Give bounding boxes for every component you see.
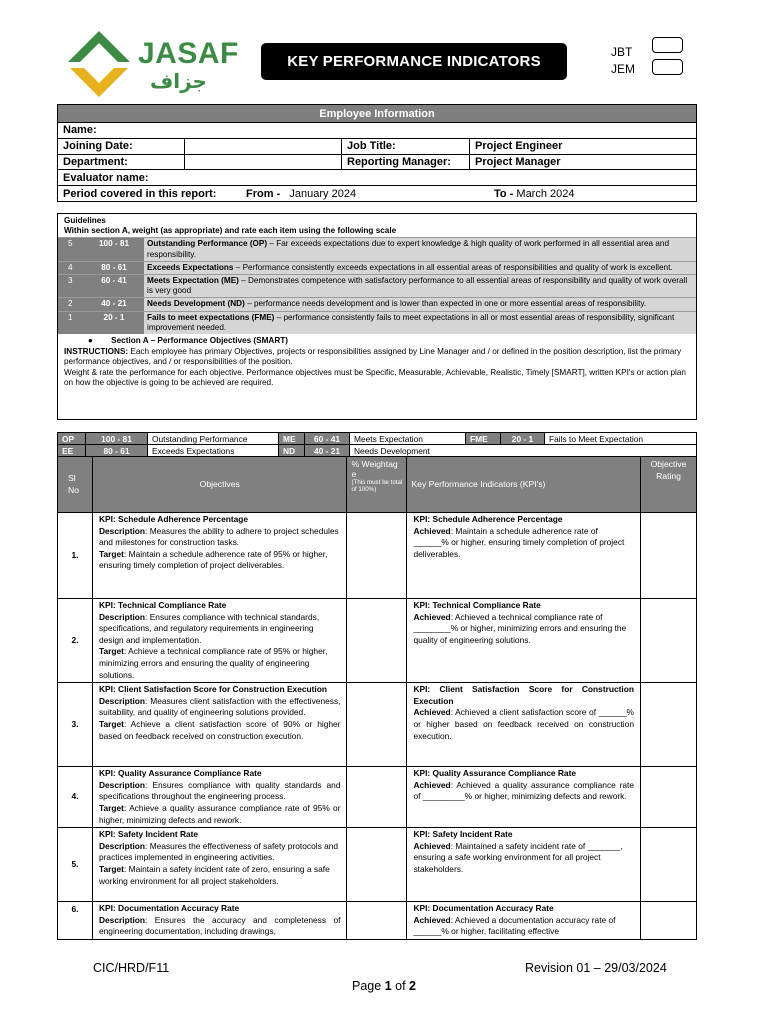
instructions-text: Each employee has primary Objectives, projects or responsibilities assigned by Line Manager and / or defined in the position description, list the primary performance objectives, and / or responsibilities of the position. [64, 347, 682, 367]
section-a-title: Section A – Performance Objectives (SMART) [111, 336, 288, 346]
row-number: 1. [58, 513, 93, 599]
rating-input[interactable] [641, 828, 697, 902]
period-label: Period covered in this report: [63, 187, 217, 200]
name-label: Name: [63, 124, 97, 137]
achieved-label: Achieved [413, 707, 451, 718]
page-prefix: Page [352, 979, 382, 993]
table-row [58, 902, 697, 940]
scale-range: 20 - 1 [84, 311, 144, 334]
to-label: To - [494, 187, 514, 200]
rating-input[interactable] [641, 599, 697, 683]
legend-range: 80 - 61 [86, 445, 148, 457]
scale-row [58, 275, 696, 298]
scale-range: 80 - 61 [84, 261, 144, 274]
header-sl-no: Sl No [58, 457, 93, 513]
scale-row [58, 311, 696, 334]
kpi-description: : Ensures the accuracy and completeness of engineering documentation, including drawings, [98, 914, 341, 937]
kpi-title: KPI: Documentation Accuracy Rate [98, 903, 240, 914]
kpi-title: KPI: Client Satisfaction Score for Construction Execution [413, 684, 634, 706]
job-title-value: Project Engineer [470, 138, 697, 154]
legend-code: ND [279, 445, 305, 457]
kpi-achieved: : Achieved a client satisfaction score of ______% or higher based on feedback received on construction execution. [413, 707, 634, 741]
weightage-input[interactable] [347, 599, 407, 683]
header-kpis: Key Performance Indicators (KPI's) [407, 457, 641, 513]
scale-score: 5 [58, 238, 84, 261]
scale-score: 2 [58, 298, 84, 311]
legend-label: Meets Expectation [350, 433, 466, 445]
kpi-achieved: : Achieved a documentation accuracy rate of ______% or higher, facilitating effective [413, 914, 616, 937]
scale-name: Outstanding Performance (OP) [147, 239, 268, 249]
employee-info-table [57, 104, 697, 202]
scale-row [58, 238, 696, 261]
evaluator-field[interactable] [58, 170, 697, 186]
legend-code: OP [58, 433, 86, 445]
document-title: KEY PERFORMANCE INDICATORS [261, 43, 567, 80]
scale-range: 40 - 21 [84, 298, 144, 311]
weightage-label: % Weightag e [351, 459, 398, 479]
scale-range: 100 - 81 [84, 238, 144, 261]
scale-row [58, 261, 696, 274]
legend-label: Needs Development [350, 445, 697, 457]
achieved-label: Achieved [413, 779, 451, 790]
document-code: CIC/HRD/F11 [93, 961, 170, 975]
target-label: Target [98, 718, 124, 729]
weightage-input[interactable] [347, 513, 407, 599]
scale-desc: – Demonstrates competence with satisfactory performance to all essential areas of responsibility and quality of work overall is very good [147, 276, 688, 296]
bullet-icon: ● [88, 336, 93, 346]
achieved-label: Achieved [413, 525, 451, 536]
guidelines-title: Guidelines [64, 216, 106, 225]
table-row [58, 599, 697, 683]
scale-name: Exceeds Expectations [147, 262, 234, 272]
kpi-target: : Maintain a safety incident rate of zero, ensuring a safe working environment for all project stakeholders. [98, 863, 330, 886]
department-field[interactable] [185, 154, 342, 170]
joining-date-label: Joining Date: [58, 138, 185, 154]
code-jbt: JBT [611, 45, 633, 59]
description-label: Description [98, 779, 146, 790]
kpi-title: KPI: Documentation Accuracy Rate [413, 903, 554, 914]
target-label: Target [98, 646, 124, 657]
legend-code: ME [279, 433, 305, 445]
row-number: 6. [58, 902, 93, 940]
page-total: 2 [409, 979, 416, 993]
table-row [58, 828, 697, 902]
legend-label: Exceeds Expectations [148, 445, 279, 457]
scale-desc: – Far exceeds expectations due to expert knowledge & high quality of work performed in all essential area and responsibility. [147, 239, 669, 259]
kpi-title: KPI: Client Satisfaction Score for Construction Execution [98, 684, 327, 695]
period-row [58, 186, 697, 202]
scale-desc: – performance needs development and is lower than expected in one or more essential areas of responsibility. [247, 299, 647, 309]
kpi-title: KPI: Quality Assurance Compliance Rate [98, 768, 262, 779]
rating-scale-table [58, 237, 696, 334]
scale-score: 3 [58, 275, 84, 298]
scale-desc: – performance consistently fails to meet expectations in all or most essential areas of responsibility, significant improvement needed. [147, 312, 675, 332]
kpi-title: KPI: Schedule Adherence Percentage [413, 514, 563, 524]
scale-name: Needs Development (ND) [147, 299, 245, 309]
kpi-target: : Maintain a schedule adherence rate of 95% or higher, ensuring timely completion of project deliverables. [98, 548, 328, 571]
legend-range: 40 - 21 [305, 445, 350, 457]
kpi-achieved: : Achieved a quality assurance compliance rate of _________% or higher, minimizing defects and rework. [413, 779, 634, 802]
target-label: Target [98, 548, 124, 559]
jem-checkbox[interactable] [652, 59, 683, 75]
name-field[interactable] [58, 123, 697, 139]
job-title-label: Job Title: [342, 138, 470, 154]
jasaf-logo-icon [66, 29, 132, 99]
rating-input[interactable] [641, 683, 697, 767]
scale-score: 1 [58, 311, 84, 334]
legend-code: EE [58, 445, 86, 457]
description-label: Description [98, 525, 146, 536]
department-label: Department: [58, 154, 185, 170]
weightage-note: (This must be total of 100%) [351, 479, 403, 493]
to-value: March 2024 [516, 187, 575, 200]
kpi-description: : Measures the ability to adhere to project schedules and milestones for construction tasks. [98, 525, 339, 548]
page-of: of [395, 979, 406, 993]
scale-range: 60 - 41 [84, 275, 144, 298]
legend-range: 100 - 81 [86, 433, 148, 445]
rating-input[interactable] [641, 902, 697, 940]
reporting-manager-label: Reporting Manager: [342, 154, 470, 170]
row-number: 4. [58, 767, 93, 828]
kpi-description: : Measures the effectiveness of safety protocols and practices implemented in engineering activities. [98, 840, 339, 863]
scale-row [58, 298, 696, 311]
target-label: Target [98, 863, 124, 874]
header-objectives: Objectives [92, 457, 347, 513]
description-label: Description [98, 914, 146, 925]
from-label: From - [246, 187, 281, 200]
kpi-title: KPI: Safety Incident Rate [413, 829, 513, 840]
joining-date-field[interactable] [185, 138, 342, 154]
table-row [58, 513, 697, 599]
header-objective-rating: Objective Rating [641, 457, 697, 513]
description-label: Description [98, 695, 146, 706]
kpi-title: KPI: Safety Incident Rate [98, 829, 199, 840]
revision-info: Revision 01 – 29/03/2024 [525, 961, 667, 975]
achieved-label: Achieved [413, 914, 451, 925]
kpi-achieved: : Maintain a schedule adherence rate of ______% or higher, ensuring timely completion of project deliverables. [413, 525, 625, 559]
achieved-label: Achieved [413, 840, 451, 851]
kpi-target: : Achieve a technical compliance rate of 95% or higher, minimizing errors and ensuring the quality of engineering solutions. [98, 646, 328, 680]
legend-range: 20 - 1 [501, 433, 545, 445]
kpi-achieved: : Achieved a technical compliance rate of ________% or higher, minimizing errors and ensuring the quality of engineering solutions. [413, 611, 627, 645]
rating-input[interactable] [641, 513, 697, 599]
page-indicator [0, 979, 768, 993]
kpi-table [57, 456, 697, 940]
weightage-input[interactable] [347, 828, 407, 902]
weightage-input[interactable] [347, 767, 407, 828]
row-number: 3. [58, 683, 93, 767]
instructions-label: INSTRUCTIONS: [64, 347, 129, 357]
brand-name: JASAF [138, 37, 239, 70]
legend-label: Outstanding Performance [148, 433, 279, 445]
rating-legend-table [57, 432, 697, 457]
from-value: January 2024 [289, 187, 357, 200]
scale-name: Meets Expectation (ME) [147, 276, 239, 286]
reporting-manager-value: Project Manager [470, 154, 697, 170]
scale-name: Fails to meet expectations (FME) [147, 312, 275, 322]
instructions-text-2: Weight & rate the performance for each objective. Performance objectives must be Specific, Measurable, Achievable, Realistic, Timely [SMART], written KPI's or action plan on how the objective is going to be achieved are required. [64, 367, 686, 387]
kpi-achieved: : Maintained a safety incident rate of _______, ensuring a safe working environment for all project stakeholders. [413, 840, 623, 874]
kpi-description: : Measures client satisfaction with the effectiveness, suitability, and quality of engineering solutions provided. [98, 695, 341, 718]
weightage-input[interactable] [347, 902, 407, 940]
header-weightage [347, 457, 407, 513]
scale-desc: – Performance consistently exceeds expectations in all essential areas of responsibilities and quality of work is excellent. [235, 262, 673, 272]
legend-range: 60 - 41 [305, 433, 350, 445]
kpi-title: KPI: Technical Compliance Rate [98, 600, 227, 610]
target-label: Target [98, 802, 124, 813]
code-jem: JEM [611, 62, 635, 76]
company-logo [66, 29, 239, 99]
description-label: Description [98, 611, 146, 622]
kpi-description: : Ensures compliance with technical standards, specifications, and regulatory requirements in engineering design and implementation. [98, 611, 320, 645]
legend-label: Fails to Meet Expectation [545, 433, 697, 445]
row-number: 5. [58, 828, 93, 902]
rating-input[interactable] [641, 767, 697, 828]
scale-score: 4 [58, 261, 84, 274]
achieved-label: Achieved [413, 611, 451, 622]
kpi-target: : Achieve a quality assurance compliance rate of 95% or higher, minimizing defects and rework. [98, 802, 341, 825]
row-number: 2. [58, 599, 93, 683]
kpi-title: KPI: Quality Assurance Compliance Rate [413, 768, 577, 779]
guidelines-subtitle: Within section A, weight (as appropriate) and rate each item using the following scale [64, 226, 397, 236]
brand-name-arabic: جزاف [150, 69, 207, 93]
legend-code: FME [466, 433, 501, 445]
guidelines-section [57, 213, 697, 420]
page-current: 1 [384, 979, 392, 993]
jbt-checkbox[interactable] [652, 37, 683, 53]
kpi-title: KPI: Technical Compliance Rate [413, 600, 541, 610]
table-row [58, 683, 697, 767]
kpi-target: : Achieve a client satisfaction score of 90% or higher based on feedback received on construction execution. [98, 718, 341, 741]
employee-info-heading: Employee Information [58, 105, 697, 123]
description-label: Description [98, 840, 146, 851]
kpi-title: KPI: Schedule Adherence Percentage [98, 514, 249, 524]
weightage-input[interactable] [347, 683, 407, 767]
evaluator-label: Evaluator name: [63, 171, 149, 184]
kpi-description: : Ensures compliance with quality standards and specifications throughout the engineering process. [98, 779, 341, 802]
table-row [58, 767, 697, 828]
